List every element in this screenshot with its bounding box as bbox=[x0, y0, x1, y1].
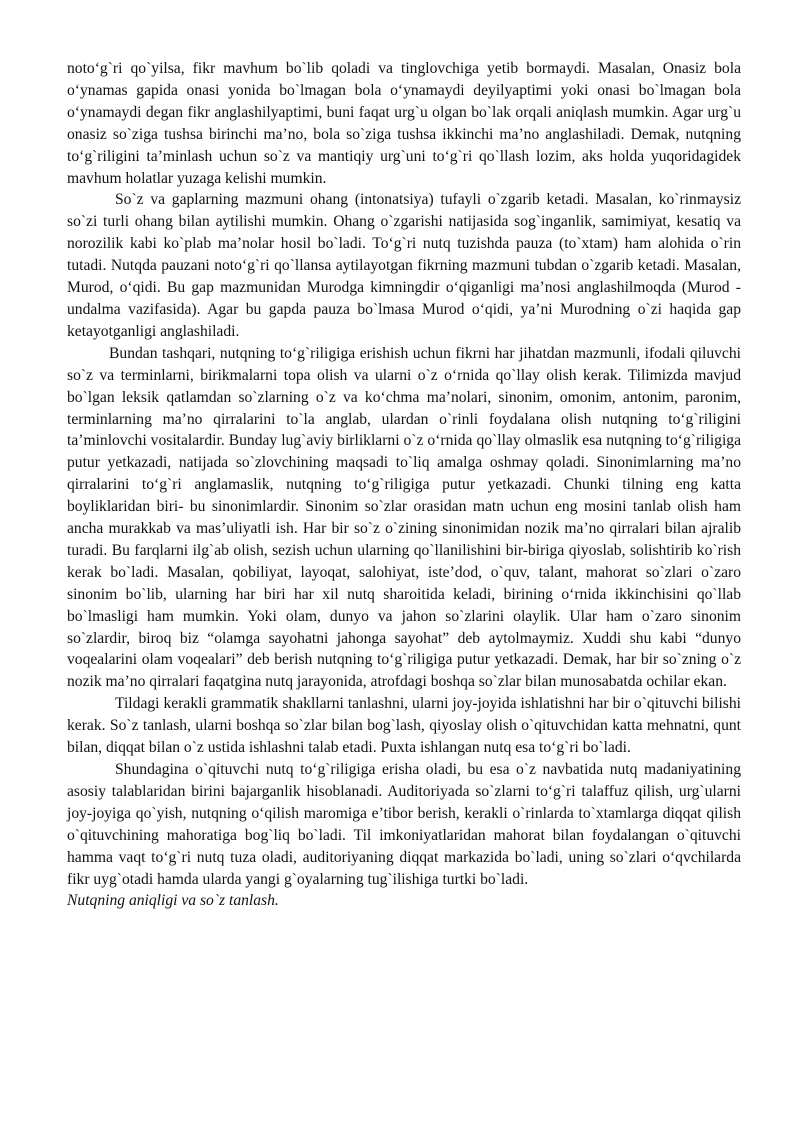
paragraph-5: Shundagina o`qituvchi nutq to‘g`riligiga erisha oladi, bu esa o`z navbatida nutq madaniyatining asosiy talablaridan birini bajarganlik hisoblanadi. Auditoriyada so`zlarni to‘g`ri talaffuz qilish, urg`ularni joy-joyiga qo`yish, nutqning o‘qilish maromiga e’tibor berish, kerakli o`rinlarda to`xtamlarga diqqat qilish o`qituvchining mahoratiga bog`liq bo`ladi. Til imkoniyatlaridan mahorat bilan foydalangan o`qituvchi hamma vaqt to‘g`ri nutq tuza oladi, auditoriyaning diqqat markazida bo`ladi, uning so`zlari o‘qvchilarda fikr uyg`otadi hamda ularda yangi g`oyalarning tug`ilishiga turtki bo`ladi. bbox=[67, 761, 741, 888]
section-heading: Nutqning aniqligi va so`z tanlash. bbox=[67, 892, 279, 910]
paragraph-1: noto‘g`ri qo`yilsa, fikr mavhum bo`lib qoladi va tinglovchiga yetib bormaydi. Masalan, Onasiz bola o‘ynamas gapida onasi yonida bo`lmagan bola o‘ynamaydi deyilyaptimi yoki onasi bo`lmagan bola o‘ynamaydi degan fikr anglashilyaptimi, buni faqat urg`u olgan bo`lak orqali aniqlash mumkin. Agar urg`u onasiz so`ziga tushsa birinchi ma’no, bola so`ziga tushsa ikkinchi ma’no anglashiladi. Demak, nutqning to‘g`riligini ta’minlash uchun so`z va mantiqiy urg`uni to‘g`ri qo`llash lozim, aks holda yuqoridagidek mavhum holatlar yuzaga kelishi mumkin. bbox=[67, 60, 741, 187]
paragraph-2: So`z va gaplarning mazmuni ohang (intonatsiya) tufayli o`zgarib ketadi. Masalan, ko`rinmaysiz so`zi turli ohang bilan aytilishi mumkin. Ohang o`zgarishi natijasida sog`inganlik, samimiyat, kesatiq va norozilik kabi ko`plab ma’nolar hosil bo`ladi. To‘g`ri nutq tuzishda pauza (to`xtam) ham alohida o`rin tutadi. Nutqda pauzani noto‘g`ri qo`llansa aytilayotgan fikrning mazmuni tubdan o`zgarib ketadi. Masalan, Murod, o‘qidi. Bu gap mazmunidan Murodga kimningdir o‘qiganligi ma’nosi anglashilmoqda (Murod - undalma vazifasida). Agar bu gapda pauza bo`lmasa Murod o‘qidi, ya’ni Murodning o`zi haqida gap ketayotganligi anglashiladi. bbox=[67, 191, 741, 340]
paragraph-3: Bundan tashqari, nutqning to‘g`riligiga erishish uchun fikrni har jihatdan mazmunli, ifodali qiluvchi so`z va terminlarni, birikmalarni topa olish va ularni o`z o‘rnida qo`llay olish kerak. Tilimizda mavjud bo`lgan leksik qatlamdan so`zlarning o`z va ko‘chma ma’nolari, sinonim, omonim, antonim, paronim, terminlarning ma’no qirralarini to`la anglab, ulardan o`rinli foydalana olish nutqning to‘g`riligini ta’minlovchi vositalardir. Bunday lug`aviy birliklarni o`z o‘rnida qo`llay olmaslik esa nutqning to‘g`riligiga putur yetkazadi, natijada so`zlovchining maqsadi to`liq amalga oshmay qoladi. Sinonimlarning ma’no qirralarini to‘g`ri anglamaslik, nutqning to‘g`riligiga putur yetkazadi. Chunki tilning eng katta boyliklaridan biri- bu sinonimlardir. Sinonim so`zlar orasidan matn uchun eng mosini tanlab olish ham ancha murakkab va mas’uliyatli ish. Har bir so`z o`zining sinonimidan nozik ma’no qirralari bilan ajralib turadi. Bu farqlarni ilg`ab olish, sezish uchun ularning qo`llanilishini bir-biriga qiyoslab, solishtirib ko`rish kerak bo`ladi. Masalan, qobiliyat, layoqat, salohiyat, iste’dod, o`quv, talant, mahorat so`zlari o`zaro sinonim bo`lib, ularning har biri har xil nutq sharoitida keladi, birining o‘rnida ikkinchisini qo`llab bo`lmasligi ham mumkin. Yoki olam, dunyo va jahon so`zlarini olaylik. Ular ham o`zaro sinonim so`zlardir, biroq biz “olamga sayohatni jahonga sayohat” deb aytolmaymiz. Xuddi shu kabi “dunyo voqealarini olam voqealari” deb berish nutqning to‘g`riligiga putur yetkazadi. Demak, har bir so`zning o`z nozik ma’no qirralari faqatgina nutq jarayonida, atrofdagi boshqa so`zlar bilan munosabatda ochilar ekan. bbox=[67, 344, 741, 691]
paragraph-4: Tildagi kerakli grammatik shakllarni tanlashni, ularni joy-joyida ishlatishni har bir o`qituvchi bilishi kerak. So`z tanlash, ularni boshqa so`zlar bilan bog`lash, qiyoslay olish o`qituvchidan katta mehnatni, qunt bilan, diqqat bilan o`z ustida ishlashni talab etadi. Puxta ishlangan nutq esa to‘g`ri bo`ladi. bbox=[67, 695, 741, 757]
document-page bbox=[67, 58, 741, 912]
